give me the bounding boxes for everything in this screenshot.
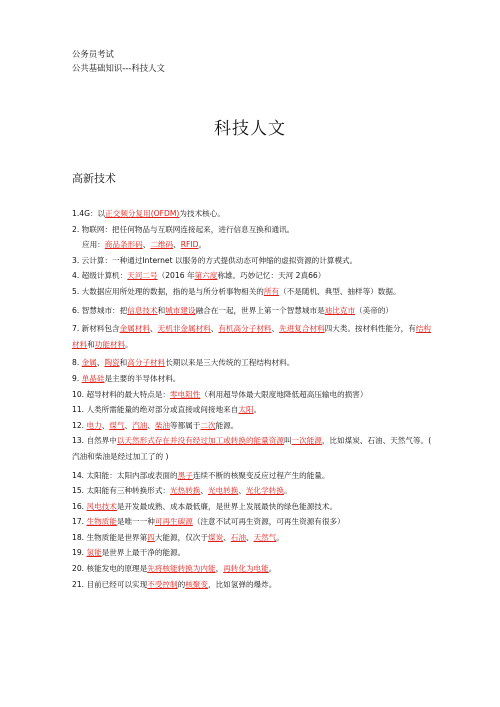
item-text: 、	[101, 420, 110, 430]
item-text: 、	[96, 358, 105, 368]
item-text: 是开发最成熟、成本最低廉，是世界上发展最快的绿色能源技术。	[116, 501, 338, 511]
highlighted-term: 单晶硅	[81, 373, 105, 383]
highlighted-term: 核聚变	[185, 579, 208, 589]
highlighted-term: 天河二号	[127, 271, 158, 281]
list-item	[72, 468, 438, 484]
item-text: 的	[177, 579, 186, 589]
highlighted-term: 石油	[230, 532, 246, 542]
item-text: 11. 人类所需能量的绝对部分或直接或间接地来自	[72, 405, 239, 415]
item-text: 5. 大数据应用所处理的数据，指的是与所分析事物相关的	[72, 286, 264, 296]
item-text: 、	[142, 240, 151, 250]
item-text: 。	[198, 240, 207, 250]
header-line-2: 公共基础知识---科技人文	[72, 63, 165, 73]
highlighted-term: 有机高分子材料	[218, 324, 272, 334]
item-text: 是唯一一种	[116, 517, 155, 527]
item-text: （美帝的）	[355, 305, 394, 315]
item-text: （不是随机、典型、抽样等）数据。	[279, 286, 401, 296]
highlighted-term: 煤气	[109, 420, 125, 430]
list-item	[72, 206, 438, 222]
item-text: 、	[245, 532, 254, 542]
highlighted-term: 零电阻性	[170, 389, 201, 399]
item-text: （利用超导体最大限度地降低超高压输电的损害）	[200, 389, 368, 399]
list-item	[72, 222, 438, 238]
highlighted-term: 信息技术	[127, 305, 158, 315]
item-text: 称雄。巧妙记忆：天河 2真66）	[217, 271, 326, 281]
item-text: 、	[173, 240, 181, 250]
item-text: 和	[157, 305, 166, 315]
highlighted-term: 黑子	[177, 470, 193, 480]
highlighted-term: 陶瓷	[104, 358, 120, 368]
item-text: ，比如氢弹的爆炸。	[208, 579, 277, 589]
highlighted-term: 无机非金属材料	[157, 324, 211, 334]
highlighted-term: 汽油	[132, 420, 148, 430]
item-text: 20. 核能发电的原理是	[72, 564, 148, 574]
highlighted-term: 氢能	[86, 548, 102, 558]
item-text: 18. 生物质能是世界第	[72, 532, 148, 542]
item-text: 14. 太阳能：太阳内部或表面的	[72, 470, 178, 480]
item-text: 、	[210, 324, 219, 334]
highlighted-term: 电力	[86, 420, 102, 430]
list-item	[72, 355, 438, 371]
highlighted-term: 商品条形码	[104, 240, 143, 250]
item-text: 1.4G：以	[72, 209, 106, 218]
section-heading: 高新技术	[72, 172, 116, 185]
highlighted-term: RFID	[180, 240, 199, 250]
item-text: 2. 物联网：把任何物品与互联网连接起来，进行信息互换和通讯。	[72, 224, 295, 234]
item-text: 10. 超导材料的最大特点是：	[72, 389, 171, 399]
highlighted-term: 迪比克市	[324, 305, 356, 315]
highlighted-term: 光热转换	[170, 486, 201, 496]
item-text: 是主要的半导体材料。	[104, 373, 181, 383]
item-text: 和	[87, 339, 95, 349]
document-header	[72, 47, 165, 75]
list-item	[72, 433, 438, 464]
item-text: 12.	[72, 420, 87, 430]
highlighted-term: 生物质能	[86, 517, 117, 527]
item-text: 、	[124, 420, 133, 430]
item-text: 4. 超级计算机：	[72, 271, 128, 281]
item-text: 、	[223, 532, 231, 542]
item-text: 四大类。按材料性能分，有	[324, 324, 416, 334]
list-item	[72, 387, 438, 403]
item-text: 17.	[72, 517, 87, 527]
highlighted-term: 第六度	[194, 271, 218, 281]
item-text: 、	[147, 420, 155, 430]
list-item	[72, 483, 438, 499]
list-item	[72, 530, 438, 546]
highlighted-term: 光电转换	[208, 486, 239, 496]
list-item	[72, 321, 438, 352]
list-item	[72, 268, 438, 284]
highlighted-term: 柴油	[154, 420, 171, 430]
item-text: 21. 目前已经可以实现	[72, 579, 148, 589]
item-list	[72, 206, 438, 592]
highlighted-term: 煤炭	[208, 532, 224, 542]
item-text: 。	[268, 564, 277, 574]
item-text: 8.	[72, 358, 82, 368]
highlighted-term: 二次	[200, 420, 216, 430]
item-text: 6. 智慧城市：把	[72, 305, 128, 315]
item-text: 3. 云计算：一种通过Internet 以服务的方式提供动态可伸缩的虚拟资源的计算模式。	[72, 255, 358, 265]
item-text: （注意不试可再生资源，可再生资源有很多）	[192, 517, 345, 527]
list-item	[72, 418, 438, 434]
highlighted-term: 二维码	[150, 240, 174, 250]
item-text: 叫	[283, 436, 292, 446]
highlighted-term: 可再生碳源	[154, 517, 193, 527]
item-text: ，比如煤炭、石油、天然气等。( 汽油和柴油是经过加工了的 )	[72, 436, 432, 461]
highlighted-term: 光化学转换	[245, 486, 284, 496]
item-text: 。	[253, 405, 262, 415]
item-text: 融合在一起，世界上第一个智慧城市是	[195, 305, 325, 315]
item-text: ，	[215, 564, 224, 574]
highlighted-term: 天然气	[253, 532, 277, 542]
item-text: 。	[276, 532, 284, 542]
highlighted-term: 以天然形式存在并没有经过加工或转换的能量资源	[116, 436, 284, 446]
highlighted-term: 结构材料	[72, 324, 431, 349]
highlighted-term: 高分子材料	[127, 358, 166, 368]
highlighted-term: 风电技术	[86, 501, 117, 511]
highlighted-term: 所有	[263, 286, 280, 296]
item-text: 13. 自然界中	[72, 436, 117, 446]
list-item	[72, 237, 438, 253]
item-text: 等都属于	[170, 420, 201, 430]
item-text: 19.	[72, 548, 87, 558]
highlighted-term: 城市建设	[165, 305, 196, 315]
list-item	[72, 499, 438, 515]
list-item	[72, 371, 438, 387]
highlighted-term: 一次能源	[291, 436, 322, 446]
highlighted-term: 先将核能转换为内能	[147, 564, 216, 574]
highlighted-term: 再转化为电能	[223, 564, 269, 574]
highlighted-term: 正交频分复用(OFDM)	[105, 209, 180, 218]
item-text: 、	[200, 486, 208, 496]
list-item	[72, 284, 438, 300]
highlighted-term: 功能材料	[94, 339, 126, 349]
item-text: 。	[125, 339, 133, 349]
list-item	[72, 514, 438, 530]
highlighted-term: 四	[147, 532, 155, 542]
item-text: 为技术核心。	[179, 209, 225, 218]
item-text: （2016 年	[157, 271, 195, 281]
header-line-1: 公务员考试	[72, 49, 114, 59]
item-text: 15. 太阳能有三种转换形式：	[72, 486, 171, 496]
item-text: 、	[150, 324, 158, 334]
item-text: 应用：	[82, 240, 105, 250]
item-text: 连续不断的核聚变反应过程产生的能量。	[192, 470, 330, 480]
highlighted-term: 金属	[81, 358, 97, 368]
page-title: 科技人文	[214, 119, 286, 139]
item-text: 大能源，仅次于	[154, 532, 208, 542]
item-text: 、	[271, 324, 280, 334]
list-item	[72, 402, 438, 418]
highlighted-term: 太阳	[238, 405, 254, 415]
item-text: 、	[238, 486, 246, 496]
list-item	[72, 577, 438, 593]
list-item	[72, 545, 438, 561]
list-item	[72, 303, 438, 319]
highlighted-term: 不受控制	[147, 579, 178, 589]
item-text: 是世界上最干净的能源。	[101, 548, 186, 558]
item-text: 和	[119, 358, 128, 368]
list-item	[72, 561, 438, 577]
highlighted-term: 金属材料	[119, 324, 151, 334]
item-text: 16.	[72, 501, 87, 511]
item-text: 。	[283, 486, 292, 496]
item-text: 9.	[72, 373, 82, 383]
item-text: 长期以来是三大传统的工程结构材料。	[165, 358, 295, 368]
highlighted-term: 先进复合材料	[279, 324, 325, 334]
list-item	[72, 253, 438, 269]
item-text: 7. 新材料包含	[72, 324, 120, 334]
item-text: 能源。	[215, 420, 239, 430]
